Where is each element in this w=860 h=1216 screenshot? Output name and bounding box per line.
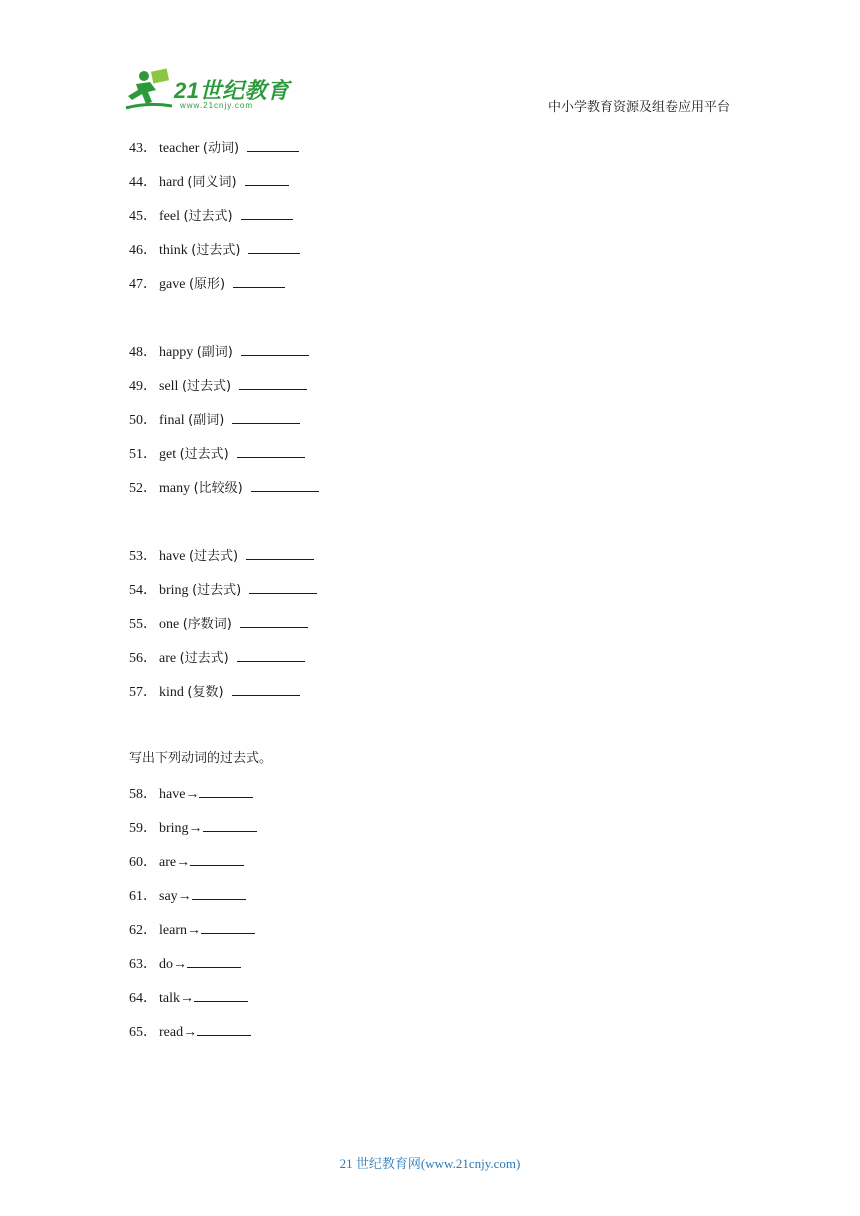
past-tense-list xyxy=(129,783,729,1055)
item-number: 54． xyxy=(129,583,157,598)
item-hint: (比较级) xyxy=(193,481,243,496)
group-gap xyxy=(129,511,729,545)
item-word: say→ xyxy=(159,889,192,904)
item-word: get xyxy=(159,447,177,462)
exercise-item xyxy=(129,137,729,171)
item-number: 60． xyxy=(129,855,157,870)
item-number: 65． xyxy=(129,1025,157,1040)
site-logo xyxy=(122,68,292,116)
answer-blank[interactable] xyxy=(199,783,253,798)
answer-blank[interactable] xyxy=(241,205,293,220)
item-number: 43． xyxy=(129,141,157,156)
item-number: 64． xyxy=(129,991,157,1006)
exercise-item xyxy=(129,171,729,205)
item-number: 57． xyxy=(129,685,157,700)
item-hint: (过去式) xyxy=(179,651,229,666)
past-tense-item xyxy=(129,919,729,953)
past-tense-item xyxy=(129,817,729,851)
answer-blank[interactable] xyxy=(232,681,300,696)
item-number: 46． xyxy=(129,243,157,258)
answer-blank[interactable] xyxy=(187,953,241,968)
item-number: 59． xyxy=(129,821,157,836)
item-number: 52． xyxy=(129,481,157,496)
answer-blank[interactable] xyxy=(190,851,244,866)
item-word: sell xyxy=(159,379,179,394)
exercise-item xyxy=(129,375,729,409)
answer-blank[interactable] xyxy=(197,1021,251,1036)
item-number: 44． xyxy=(129,175,157,190)
item-word: many xyxy=(159,481,191,496)
page-footer: 21 世纪教育网(www.21cnjy.com) xyxy=(339,1156,521,1171)
item-word: final xyxy=(159,413,185,428)
item-hint: (动词) xyxy=(202,141,240,156)
answer-blank[interactable] xyxy=(247,137,299,152)
answer-blank[interactable] xyxy=(248,239,300,254)
item-hint: (过去式) xyxy=(192,583,242,598)
item-word: happy xyxy=(159,345,194,360)
runner-logo-icon xyxy=(122,68,178,114)
item-hint: (过去式) xyxy=(191,243,241,258)
item-word: think xyxy=(159,243,188,258)
group-gap xyxy=(129,715,729,749)
answer-blank[interactable] xyxy=(237,647,305,662)
exercise-item xyxy=(129,409,729,443)
answer-blank[interactable] xyxy=(237,443,305,458)
item-number: 53． xyxy=(129,549,157,564)
item-number: 62． xyxy=(129,923,157,938)
past-tense-item xyxy=(129,953,729,987)
item-hint: (复数) xyxy=(187,685,224,700)
exercise-item xyxy=(129,341,729,375)
exercise-item xyxy=(129,545,729,579)
item-word: bring xyxy=(159,583,189,598)
item-word: do→ xyxy=(159,957,187,972)
answer-blank[interactable] xyxy=(240,613,308,628)
item-word: kind xyxy=(159,685,184,700)
item-number: 55． xyxy=(129,617,157,632)
item-number: 51． xyxy=(129,447,157,462)
past-tense-item xyxy=(129,783,729,817)
item-word: have xyxy=(159,549,186,564)
answer-blank[interactable] xyxy=(245,171,289,186)
item-number: 61． xyxy=(129,889,157,904)
logo-text: 21世纪教育 xyxy=(174,78,290,103)
item-word: hard xyxy=(159,175,184,190)
past-tense-item xyxy=(129,1021,729,1055)
answer-blank[interactable] xyxy=(233,273,285,288)
item-hint: (过去式) xyxy=(179,447,229,462)
item-number: 48． xyxy=(129,345,157,360)
page-header xyxy=(0,0,860,130)
exercise-item xyxy=(129,647,729,681)
item-number: 49． xyxy=(129,379,157,394)
item-word: teacher xyxy=(159,141,200,156)
exercise-item xyxy=(129,205,729,239)
header-tagline: 中小学教育资源及组卷应用平台 xyxy=(547,100,730,115)
logo-url: www.21cnjy.com xyxy=(180,101,253,110)
answer-blank[interactable] xyxy=(203,817,257,832)
group-gap xyxy=(129,307,729,341)
section-instruction: 写出下列动词的过去式。 xyxy=(129,751,273,766)
past-tense-item xyxy=(129,987,729,1021)
item-word: are→ xyxy=(159,855,191,870)
exercise-item xyxy=(129,239,729,273)
item-hint: (副词) xyxy=(188,413,225,428)
exercise-item xyxy=(129,443,729,477)
answer-blank[interactable] xyxy=(249,579,317,594)
past-tense-item xyxy=(129,885,729,919)
item-hint: (同义词) xyxy=(187,175,237,190)
item-word: bring→ xyxy=(159,821,203,836)
word-form-groups xyxy=(129,137,729,749)
item-number: 47． xyxy=(129,277,157,292)
answer-blank[interactable] xyxy=(239,375,307,390)
item-word: gave xyxy=(159,277,186,292)
item-number: 56． xyxy=(129,651,157,666)
item-word: talk→ xyxy=(159,991,194,1006)
item-hint: (副词) xyxy=(196,345,233,360)
item-hint: (序数词) xyxy=(182,617,232,632)
answer-blank[interactable] xyxy=(232,409,300,424)
item-number: 50． xyxy=(129,413,157,428)
item-word: one xyxy=(159,617,180,632)
item-number: 58． xyxy=(129,787,157,802)
item-hint: (过去式) xyxy=(181,379,232,394)
exercise-item xyxy=(129,681,729,715)
item-word: have→ xyxy=(159,787,200,802)
answer-blank[interactable] xyxy=(192,885,246,900)
item-hint: (过去式) xyxy=(188,549,239,564)
exercise-item xyxy=(129,613,729,647)
answer-blank[interactable] xyxy=(201,919,255,934)
item-hint: (原形) xyxy=(188,277,226,292)
exercise-item xyxy=(129,273,729,307)
answer-blank[interactable] xyxy=(241,341,309,356)
exercise-content xyxy=(129,137,729,1055)
exercise-item xyxy=(129,477,729,511)
past-tense-item xyxy=(129,851,729,885)
item-word: feel xyxy=(159,209,180,224)
item-number: 63． xyxy=(129,957,157,972)
item-hint: (过去式) xyxy=(183,209,233,224)
item-word: learn→ xyxy=(159,923,201,938)
item-word: read→ xyxy=(159,1025,198,1040)
exercise-item xyxy=(129,579,729,613)
item-number: 45． xyxy=(129,209,157,224)
answer-blank[interactable] xyxy=(251,477,319,492)
item-word: are xyxy=(159,651,177,666)
answer-blank[interactable] xyxy=(246,545,314,560)
answer-blank[interactable] xyxy=(194,987,248,1002)
